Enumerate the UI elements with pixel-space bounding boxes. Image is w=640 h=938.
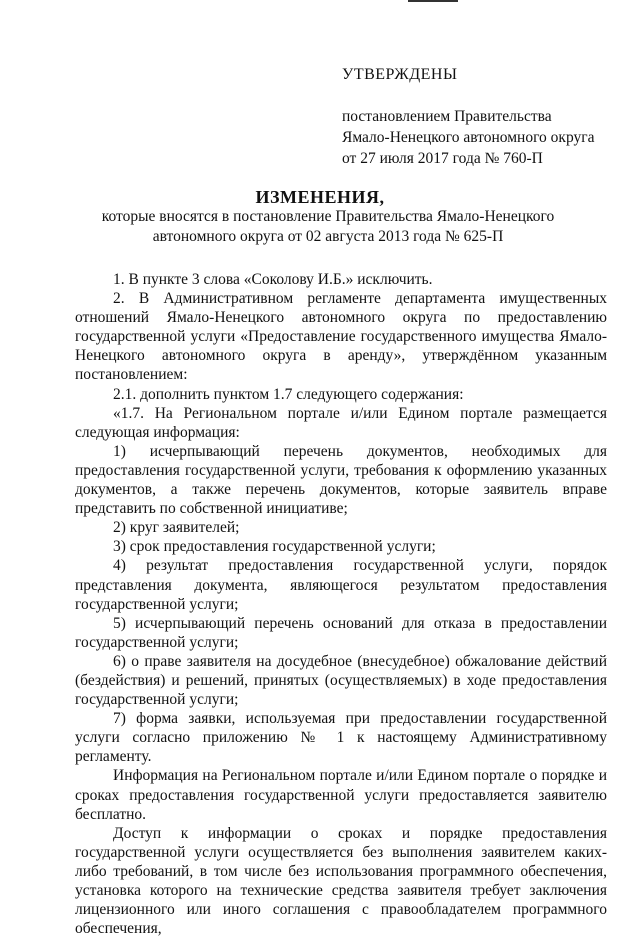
top-edge-line	[408, 0, 458, 2]
approval-line-3: от 27 июля 2017 года № 760-П	[342, 150, 543, 167]
paragraph-9: 5) исчерпывающий перечень оснований для отказа в предоставлении государственной услуги;	[75, 614, 607, 651]
paragraph-11: 7) форма заявки, используемая при предоставлении государственной услуги согласно приложению № 1 к настоящему Административному регламенту.	[75, 710, 607, 766]
approval-line-1: постановлением Правительства	[342, 108, 552, 125]
paragraph-6: 2) круг заявителей;	[113, 519, 240, 537]
paragraph-5: 1) исчерпывающий перечень документов, необходимых для предоставления государственной услуги, требования к оформлению указанных документов, а также перечень документов, которые заявитель вправе представить по собственной инициативе;	[75, 442, 607, 518]
document-title: ИЗМЕНЕНИЯ,	[255, 187, 385, 207]
paragraph-8: 4) результат предоставления государственной услуги, порядок представления документа, являющегося результатом предоставления государственной услуги;	[75, 557, 607, 613]
paragraph-4: «1.7. На Региональном портале и/или Едином портале размещается следующая информация:	[75, 404, 607, 441]
document-body	[75, 270, 607, 938]
paragraph-2: 2. В Административном регламенте департамента имущественных отношений Ямало-Ненецкого автономного округа по предоставлению государственной услуги «Предоставление государственного имущества Ямало-Ненецкого автономного округа в аренду», утверждённом указанным постановлением:	[75, 290, 607, 384]
approval-heading: УТВЕРЖДЕНЫ	[342, 66, 458, 83]
paragraph-3: 2.1. дополнить пунктом 1.7 следующего содержания:	[113, 385, 464, 403]
paragraph-1: 1. В пункте 3 слова «Соколову И.Б.» исключить.	[113, 271, 433, 288]
approval-line-2: Ямало-Ненецкого автономного округа	[342, 129, 595, 146]
paragraph-13: Доступ к информации о сроках и порядке предоставления государственной услуги осуществляется без выполнения заявителем каких-либо требований, в том числе без использования программного обеспечения, установка которого на технические средства заявителя требует заключения лицензионного или иного соглашения с правообладателем программного обеспечения,	[75, 824, 607, 938]
paragraph-12: Информация на Региональном портале и/или Едином портале о порядке и сроках предоставления государственной услуги предоставляется заявителю бесплатно.	[75, 767, 607, 823]
paragraph-10: 6) о праве заявителя на досудебное (внесудебное) обжалование действий (бездействия) и решений, принятых (осуществляемых) в ходе предоставления государственной услуги;	[75, 652, 607, 709]
paragraph-7: 3) срок предоставления государственной услуги;	[113, 538, 436, 556]
document-subtitle: которые вносятся в постановление Правительства Ямало-Ненецкого автономного округа от 02 августа 2013 года № 625-П	[101, 208, 555, 245]
approval-block	[342, 64, 632, 169]
